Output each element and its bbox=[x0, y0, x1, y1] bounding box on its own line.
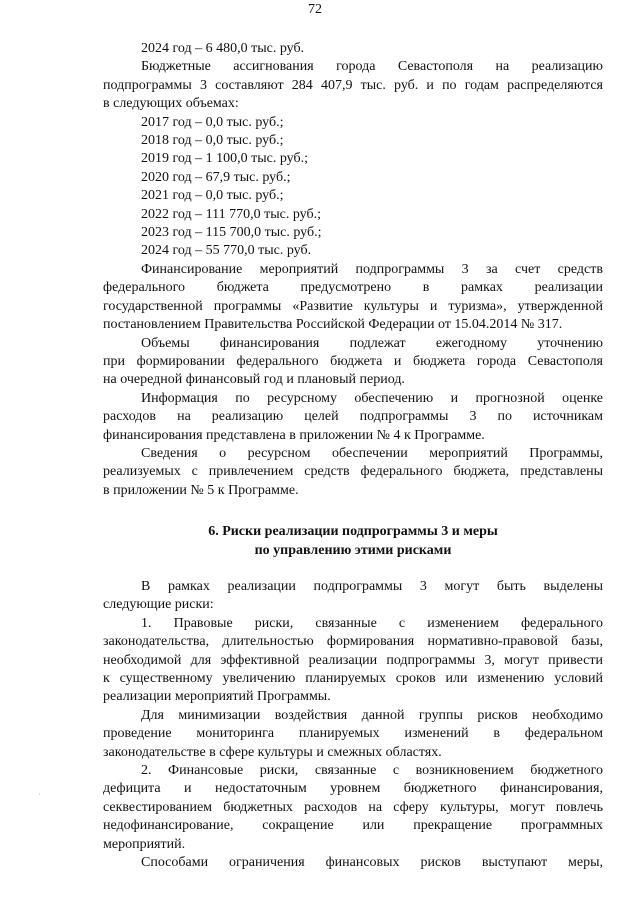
text-line: необходимой для эффективной реализации подпрограммы 3, могут привести bbox=[103, 652, 603, 668]
text-line: 2024 год – 55 770,0 тыс. руб. bbox=[141, 243, 312, 259]
text-line: Финансирование мероприятий подпрограммы 3 за счет средств bbox=[141, 261, 603, 277]
section-heading: по управлению этими рисками bbox=[254, 542, 452, 558]
text-line: законодательства, длительностью формирования нормативно-правовой базы, bbox=[103, 634, 603, 650]
text-line: реализуемых с привлечением средств федерального бюджета, представлены bbox=[103, 464, 603, 480]
text-line: реализации мероприятий Программы. bbox=[103, 689, 331, 705]
document-body bbox=[103, 40, 603, 872]
text-line: Объемы финансирования подлежат ежегодному уточнению bbox=[141, 335, 603, 351]
text-line: недофинансирование, сокращение или прекращение программных bbox=[103, 818, 603, 834]
text-line: мероприятий. bbox=[103, 836, 186, 852]
text-line: 2. Финансовые риски, связанные с возникновением бюджетного bbox=[141, 763, 603, 779]
text-line: дефицита и недостаточным уровнем бюджетного финансирования, bbox=[103, 781, 603, 797]
text-line: к существенному увеличению планируемых сроков или изменению условий bbox=[103, 671, 603, 686]
text-line: следующие риски: bbox=[103, 597, 214, 613]
text-line: секвестированием бюджетных расходов на сферу культуры, могут повлечь bbox=[103, 799, 603, 815]
text-line: на очередной финансовый год и плановый период. bbox=[103, 372, 405, 388]
page-number: 72 bbox=[308, 2, 322, 17]
text-line: постановлением Правительства Российской Федерации от 15.04.2014 № 317. bbox=[103, 317, 563, 333]
text-line: 2024 год – 6 480,0 тыс. руб. bbox=[141, 41, 305, 56]
section-heading: 6. Риски реализации подпрограммы 3 и меры bbox=[208, 524, 498, 540]
scan-speck: · bbox=[38, 790, 41, 799]
text-line: 2020 год – 67,9 тыс. руб.; bbox=[141, 169, 291, 185]
text-line: Для минимизации воздействия данной группы рисков необходимо bbox=[141, 707, 603, 723]
text-line: 2022 год – 111 770,0 тыс. руб.; bbox=[141, 206, 321, 222]
text-line: законодательстве в сфере культуры и смежных областях. bbox=[103, 744, 442, 760]
text-line: Информация по ресурсному обеспечению и прогнозной оценке bbox=[141, 390, 603, 406]
text-line: 2018 год – 0,0 тыс. руб.; bbox=[141, 133, 284, 149]
text-line: Способами ограничения финансовых рисков выступают меры, bbox=[141, 855, 603, 871]
text-line: подпрограммы 3 составляют 284 407,9 тыс. руб. и по годам распределяются bbox=[103, 77, 603, 93]
text-line: 2019 год – 1 100,0 тыс. руб.; bbox=[141, 151, 308, 167]
text-line: Бюджетные ассигнования города Севастополя на реализацию bbox=[141, 59, 603, 75]
text-line: в приложении № 5 к Программе. bbox=[103, 482, 299, 498]
text-line: проведение мониторинга планируемых изменений в федеральном bbox=[103, 726, 603, 742]
text-line: в следующих объемах: bbox=[103, 96, 239, 112]
text-line: 2017 год – 0,0 тыс. руб.; bbox=[141, 114, 284, 130]
text-line: финансирования представлена в приложении № 4 к Программе. bbox=[103, 427, 485, 443]
text-line: В рамках реализации подпрограммы 3 могут быть выделены bbox=[141, 578, 603, 594]
text-line: Сведения о ресурсном обеспечении мероприятий Программы, bbox=[141, 445, 603, 461]
text-line: при формировании федерального бюджета и бюджета города Севастополя bbox=[103, 353, 603, 369]
text-line: расходов на реализацию целей подпрограммы 3 по источникам bbox=[103, 409, 603, 425]
text-line: федерального бюджета предусмотрено в рамках реализации bbox=[103, 280, 603, 296]
text-line: государственной программы «Развитие культуры и туризма», утвержденной bbox=[103, 298, 603, 314]
text-line: 1. Правовые риски, связанные с изменением федерального bbox=[141, 615, 603, 631]
text-line: 2023 год – 115 700,0 тыс. руб.; bbox=[141, 225, 322, 241]
text-line: 2021 год – 0,0 тыс. руб.; bbox=[141, 188, 284, 204]
